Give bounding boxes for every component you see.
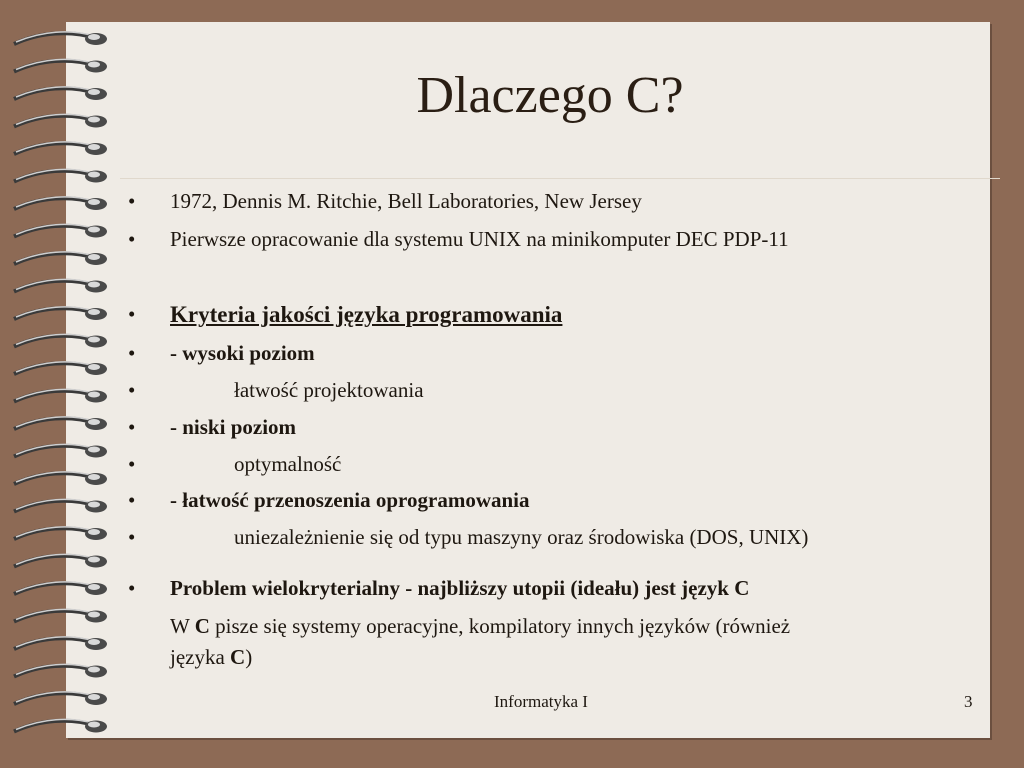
- slide-title: Dlaczego C?: [416, 67, 684, 124]
- paragraph-line-1: W C pisze się systemy operacyjne, kompilatory innych języków (również: [170, 614, 791, 638]
- title-divider: [120, 178, 1000, 179]
- footer-text: Informatyka I: [494, 692, 588, 711]
- slide: Dlaczego C? • 1972, Dennis M. Ritchie, Bell Laboratories, New Jersey • Pierwsze opracowanie dla systemu UNIX na minikomputer DEC PDP-11 • Kryteria jakości języka programowania • - wysoki poziom • łatwość projektowania • - niski poziom • optymalność • - łatwość przenoszenia oprogramowania • uniezależnienie się od typu maszyny oraz środowiska (DOS, UNIX) • Problem wielokryterialny - najbliższy utopii (ideału) jest język C W C pisze się systemy operacyjne, kompilatory innych języków (również języka C) Informatyka I 3: [0, 0, 1024, 768]
- paragraph-line-2: języka C): [170, 645, 253, 669]
- page-number: 3: [964, 692, 973, 711]
- spiral-binding-icon: [0, 0, 120, 768]
